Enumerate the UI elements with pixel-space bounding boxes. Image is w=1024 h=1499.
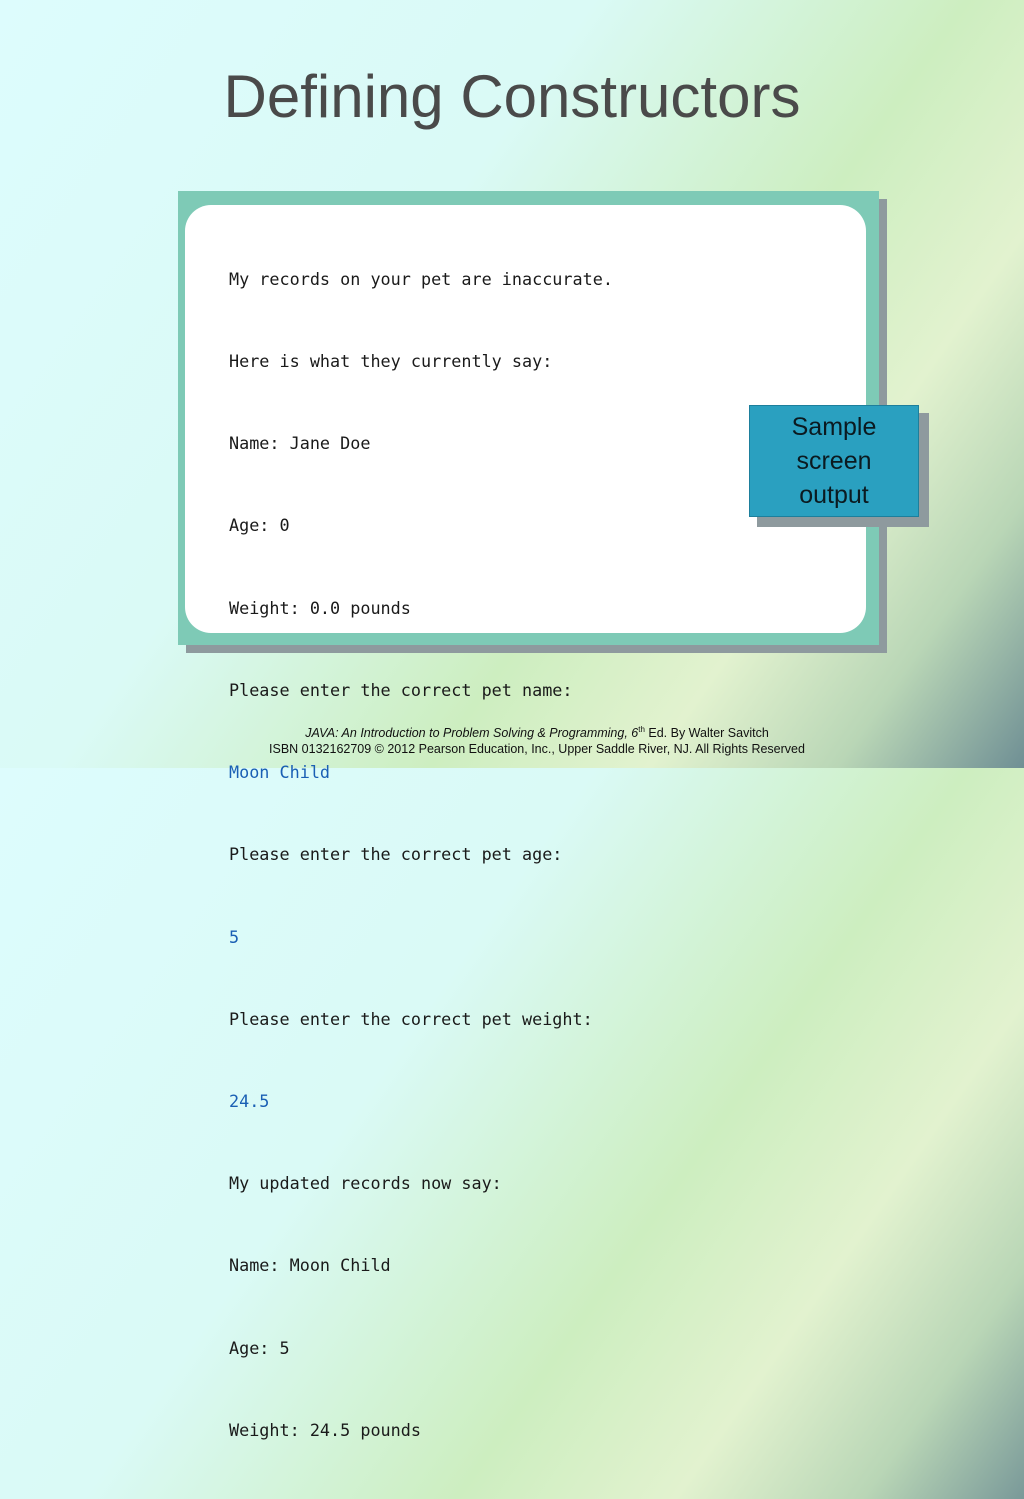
- console-line: Please enter the correct pet name:: [229, 679, 573, 700]
- console-line: Name: Moon Child: [229, 1255, 391, 1276]
- console-user-input: 24.5: [229, 1091, 270, 1111]
- console-output: [229, 211, 613, 1499]
- book-title: JAVA: An Introduction to Problem Solving & Programming, 6: [305, 726, 639, 741]
- sample-output-callout: [749, 405, 919, 517]
- console-line: Weight: 24.5 pounds: [229, 1419, 421, 1440]
- console-line: Please enter the correct pet weight:: [229, 1008, 593, 1029]
- console-line: Age: 5: [229, 1337, 290, 1358]
- console-line: Age: 0: [229, 515, 290, 536]
- console-line: Here is what they currently say:: [229, 351, 553, 372]
- console-line: Please enter the correct pet age:: [229, 844, 563, 865]
- edition-superscript: th: [638, 725, 645, 734]
- callout-line: Sample: [791, 413, 877, 441]
- callout-line: screen: [796, 447, 872, 475]
- console-line: My updated records now say:: [229, 1173, 502, 1194]
- callout-line: output: [799, 481, 869, 509]
- console-line: Name: Jane Doe: [229, 433, 371, 454]
- edition-author: Ed. By Walter Savitch: [644, 726, 769, 741]
- console-user-input: 5: [229, 926, 240, 947]
- footer: [0, 722, 1024, 757]
- footer-citation: [0, 722, 1024, 741]
- slide-title: Defining Constructors: [223, 63, 801, 130]
- footer-copyright: ISBN 0132162709 © 2012 Pearson Education, Inc., Upper Saddle River, NJ. All Rights Reserved: [269, 742, 805, 757]
- console-user-input: Moon Child: [229, 762, 331, 783]
- console-line: My records on your pet are inaccurate.: [229, 268, 613, 289]
- console-line: Weight: 0.0 pounds: [229, 597, 411, 618]
